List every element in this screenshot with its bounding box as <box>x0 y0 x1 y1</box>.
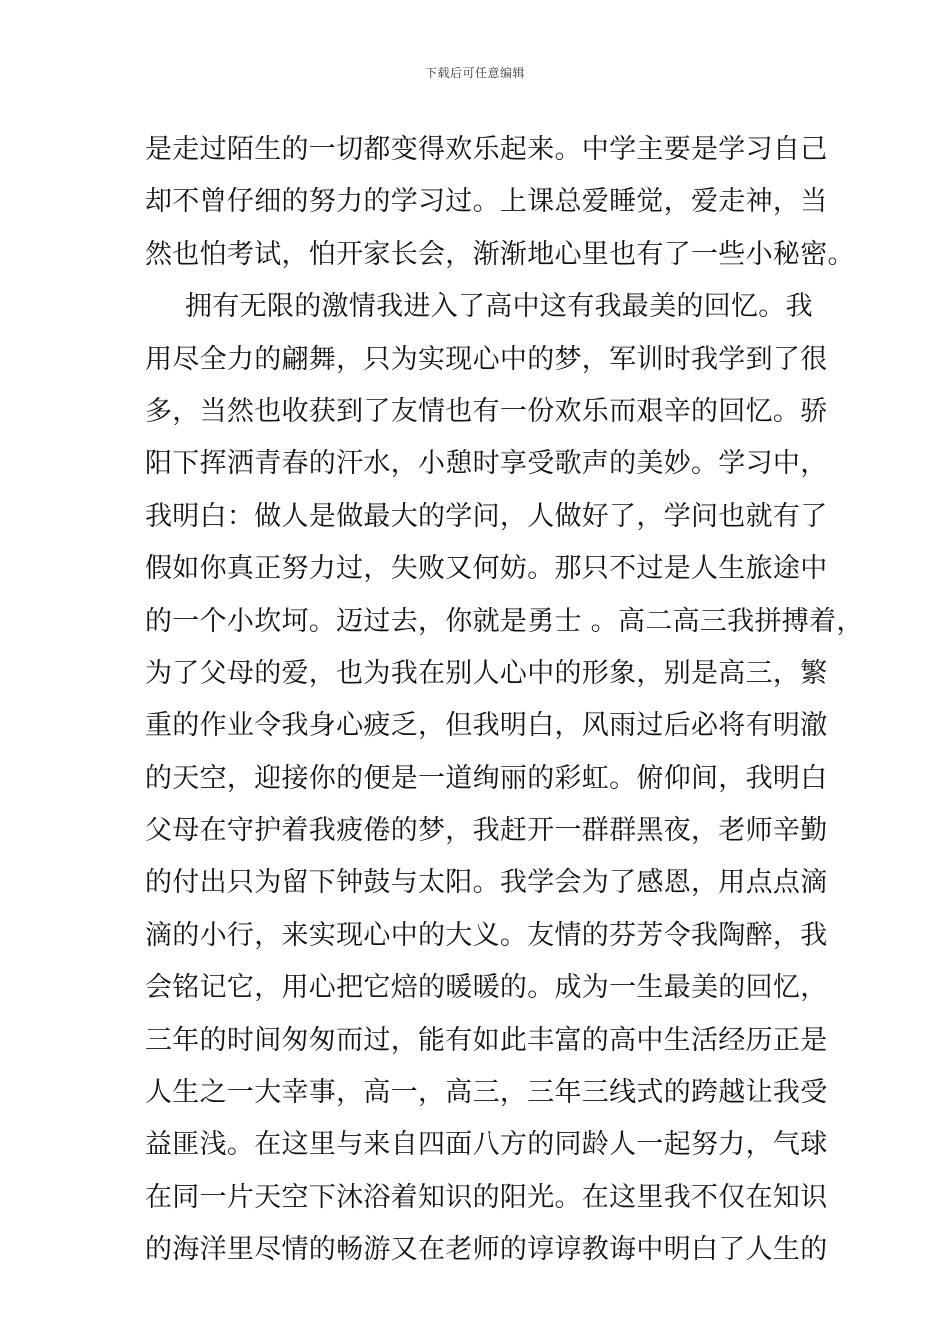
text-line: 在同一片天空下沐浴着知识的阳光。在这里我不仅在知识 <box>145 1181 828 1213</box>
text-line: 人生之一大幸事，高一，高三，三年三线式的跨越让我受 <box>145 1077 828 1109</box>
text-line: 多，当然也收获到了友情也有一份欢乐而艰辛的回忆。骄 <box>145 395 828 427</box>
text-line: 然也怕考试，怕开家长会，渐渐地心里也有了一些小秘密。 <box>145 238 855 270</box>
text-line: 阳下挥洒青春的汗水，小憩时享受歌声的美妙。学习中， <box>145 448 828 480</box>
text-line: 却不曾仔细的努力的学习过。上课总爱睡觉，爱走神，当 <box>145 186 828 218</box>
text-line: 的海洋里尽情的畅游又在老师的谆谆教诲中明白了人生的 <box>145 1234 828 1266</box>
text-line: 益匪浅。在这里与来自四面八方的同龄人一起努力，气球 <box>145 1129 828 1161</box>
text-line: 假如你真正努力过，失败又何妨。那只不过是人生旅途中 <box>145 553 828 585</box>
text-line: 三年的时间匆匆而过，能有如此丰富的高中生活经历正是 <box>145 1024 828 1056</box>
body-text <box>145 124 864 1277</box>
text-line: 会铭记它，用心把它焙的暖暖的。成为一生最美的回忆， <box>145 972 828 1004</box>
text-line: 的付出只为留下钟鼓与太阳。我学会为了感恩，用点点滴 <box>145 867 828 899</box>
paragraph-start-line: 拥有无限的激情我进入了高中这有我最美的回忆。我 <box>185 291 813 323</box>
text-line: 滴的小行，来实现心中的大义。友情的芬芳令我陶醉，我 <box>145 919 828 951</box>
text-line: 父母在守护着我疲倦的梦，我赶开一群群黑夜，老师辛勤 <box>145 815 828 847</box>
page-header: 下载后可任意编辑 <box>424 66 525 80</box>
text-line: 的天空，迎接你的便是一道绚丽的彩虹。俯仰间，我明白 <box>145 762 828 794</box>
text-line: 是走过陌生的一切都变得欢乐起来。中学主要是学习自己 <box>145 134 828 165</box>
text-line: 用尽全力的翩舞，只为实现心中的梦，军训时我学到了很 <box>145 343 828 375</box>
text-line: 为了父母的爱，也为我在别人心中的形象，别是高三，繁 <box>145 657 828 689</box>
text-line: 我明白：做人是做最大的学问，人做好了，学问也就有了 <box>145 500 828 532</box>
text-line: 的一个小坎坷。迈过去，你就是勇士 。高二高三我拼搏着， <box>145 605 864 637</box>
text-line: 重的作业令我身心疲乏，但我明白，风雨过后必将有明澈 <box>145 710 828 742</box>
